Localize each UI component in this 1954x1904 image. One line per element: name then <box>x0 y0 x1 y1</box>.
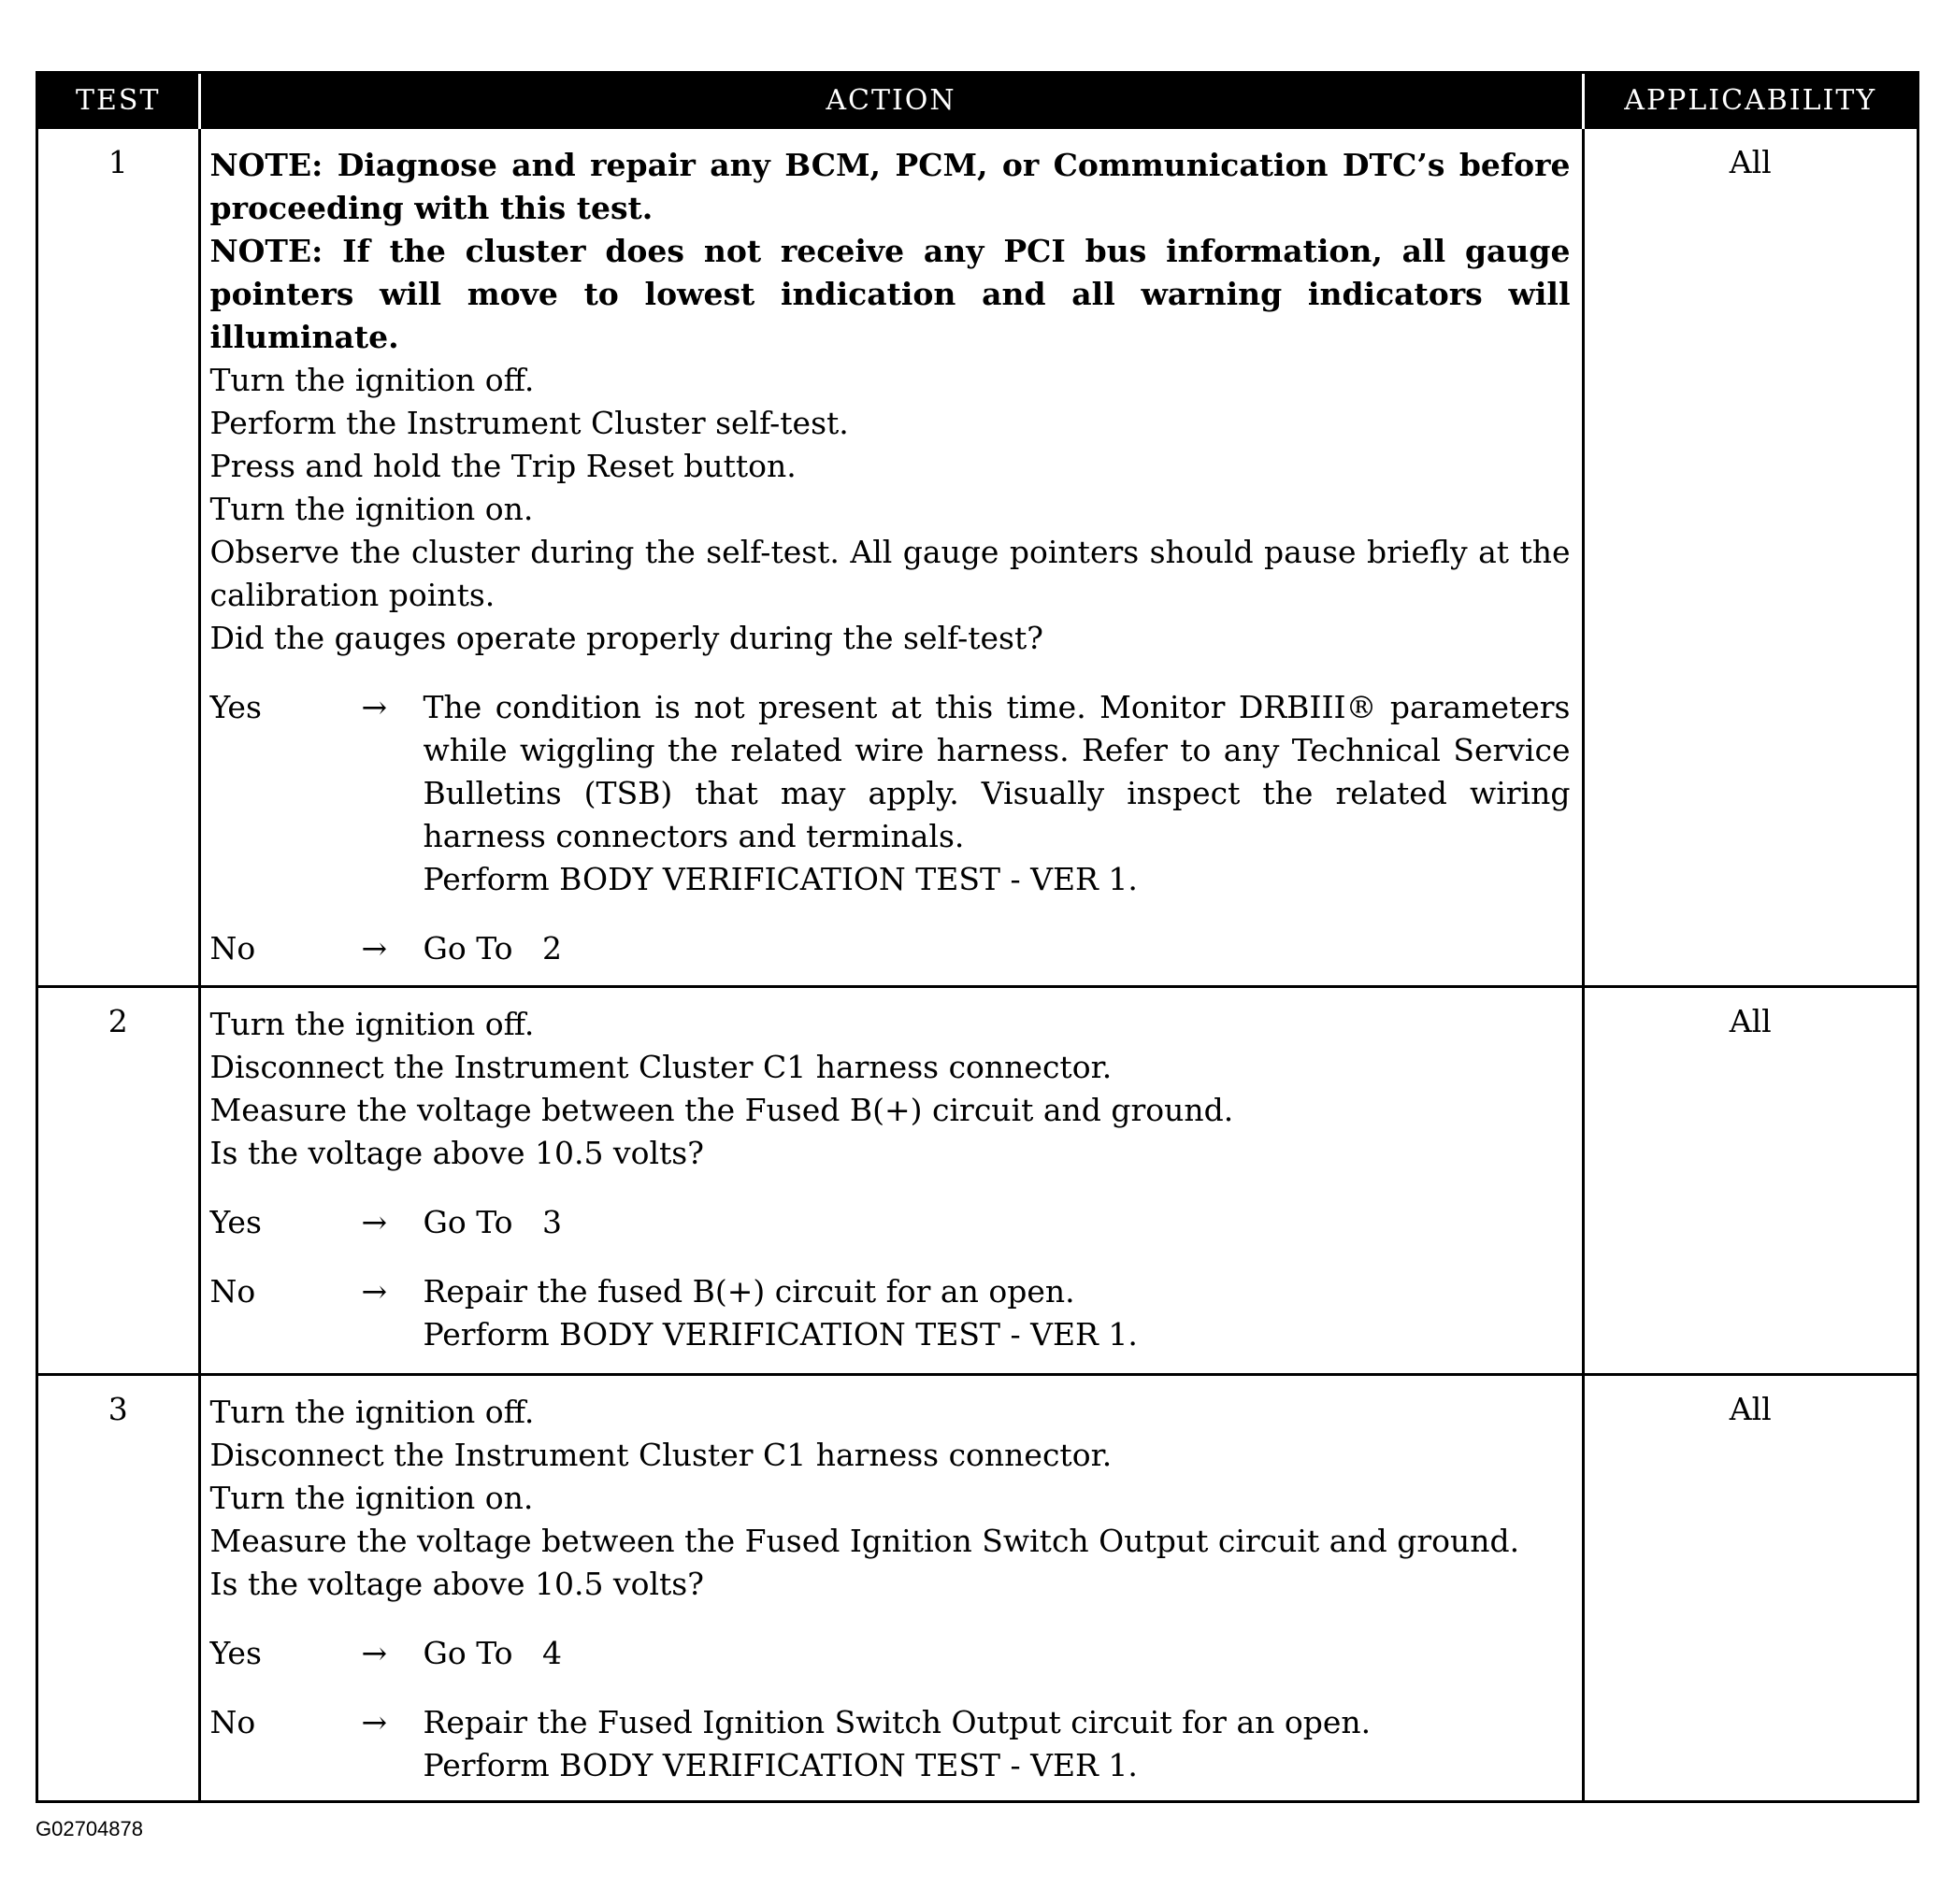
no-branch <box>210 927 1571 970</box>
step-text: Press and hold the Trip Reset button. <box>209 448 797 484</box>
arrow-icon: → <box>361 689 388 725</box>
table-row <box>38 1375 1917 1801</box>
branch-result-text: Perform BODY VERIFICATION TEST - VER 1. <box>423 1747 1138 1783</box>
branch-result-text: Perform BODY VERIFICATION TEST - VER 1. <box>423 861 1138 897</box>
no-branch <box>210 1701 1571 1787</box>
branch-label-yes: Yes <box>209 1204 262 1240</box>
header-applicability: APPLICABILITY <box>1583 74 1917 128</box>
branch-label-yes: Yes <box>209 689 262 725</box>
step-text: Turn the ignition off. <box>209 1394 535 1430</box>
arrow-icon: → <box>361 1273 388 1310</box>
action-cell <box>199 987 1583 1375</box>
branch-result-text: Repair the fused B(+) circuit for an open. <box>423 1273 1075 1310</box>
yes-branch <box>210 1632 1571 1675</box>
test-number: 1 <box>38 128 199 987</box>
test-table <box>38 74 1917 1800</box>
table-row <box>38 128 1917 987</box>
step-text: Turn the ignition on. <box>209 491 534 527</box>
figure-code: G02704878 <box>36 1817 143 1840</box>
step-text: Measure the voltage between the Fused B(+) circuit and ground. <box>209 1092 1234 1128</box>
header-action: ACTION <box>199 74 1583 128</box>
arrow-icon: → <box>361 1635 388 1671</box>
branch-label-no: No <box>209 1273 256 1310</box>
step-text: Turn the ignition on. <box>209 1480 534 1516</box>
step-text: Disconnect the Instrument Cluster C1 harness connector. <box>209 1049 1113 1085</box>
yes-branch <box>210 1201 1571 1244</box>
step-text: Is the voltage above 10.5 volts? <box>209 1135 704 1171</box>
header-test: TEST <box>38 74 199 128</box>
step-text: Disconnect the Instrument Cluster C1 harness connector. <box>209 1437 1113 1473</box>
branch-result-text: Perform BODY VERIFICATION TEST - VER 1. <box>423 1316 1138 1353</box>
table-header-row <box>38 74 1917 128</box>
applicability-cell: All <box>1583 987 1917 1375</box>
branch-result <box>424 1632 1571 1675</box>
note-text: NOTE: If the cluster does not receive any PCI bus information, all gauge pointers will move to lowest indication and all warning indicators will illuminate. <box>209 233 1571 355</box>
branch-label-no: No <box>209 930 256 966</box>
step-text: Observe the cluster during the self-test. All gauge pointers should pause briefly at the calibration points. <box>209 534 1571 613</box>
step-text: Did the gauges operate properly during the self-test? <box>209 620 1043 656</box>
applicability-cell: All <box>1583 1375 1917 1801</box>
branch-result-text: Go To 3 <box>423 1204 562 1240</box>
note-text: NOTE: Diagnose and repair any BCM, PCM, or Communication DTC’s before proceeding with this test. <box>209 147 1571 226</box>
step-text: Perform the Instrument Cluster self-test. <box>209 405 849 441</box>
arrow-icon: → <box>361 1204 388 1240</box>
arrow-icon: → <box>361 930 388 966</box>
branch-result <box>424 1201 1571 1244</box>
action-cell <box>199 1375 1583 1801</box>
step-text: Is the voltage above 10.5 volts? <box>209 1566 704 1602</box>
arrow-icon: → <box>361 1704 388 1740</box>
applicability-cell: All <box>1583 128 1917 987</box>
branch-result <box>424 927 1571 970</box>
no-branch <box>210 1270 1571 1356</box>
step-text: Turn the ignition off. <box>209 362 535 398</box>
branch-result <box>424 686 1571 901</box>
branch-result-text: Repair the Fused Ignition Switch Output circuit for an open. <box>423 1704 1372 1740</box>
branch-result-text: The condition is not present at this time. Monitor DRBIII® parameters while wiggling the related wire harness. Refer to any Technical Service Bulletins (TSB) that may apply. Visually inspect the related wiring harness connectors and terminals. <box>423 689 1571 854</box>
table-row <box>38 987 1917 1375</box>
diagnostic-table <box>36 71 1919 1803</box>
branch-result-text: Go To 4 <box>423 1635 562 1671</box>
test-number: 3 <box>38 1375 199 1801</box>
yes-branch <box>210 686 1571 901</box>
branch-result <box>424 1270 1571 1356</box>
step-text: Turn the ignition off. <box>209 1006 535 1042</box>
branch-result <box>424 1701 1571 1787</box>
branch-label-no: No <box>209 1704 256 1740</box>
action-cell <box>199 128 1583 987</box>
step-text: Measure the voltage between the Fused Ignition Switch Output circuit and ground. <box>209 1523 1520 1559</box>
test-number: 2 <box>38 987 199 1375</box>
branch-label-yes: Yes <box>209 1635 262 1671</box>
branch-result-text: Go To 2 <box>423 930 562 966</box>
